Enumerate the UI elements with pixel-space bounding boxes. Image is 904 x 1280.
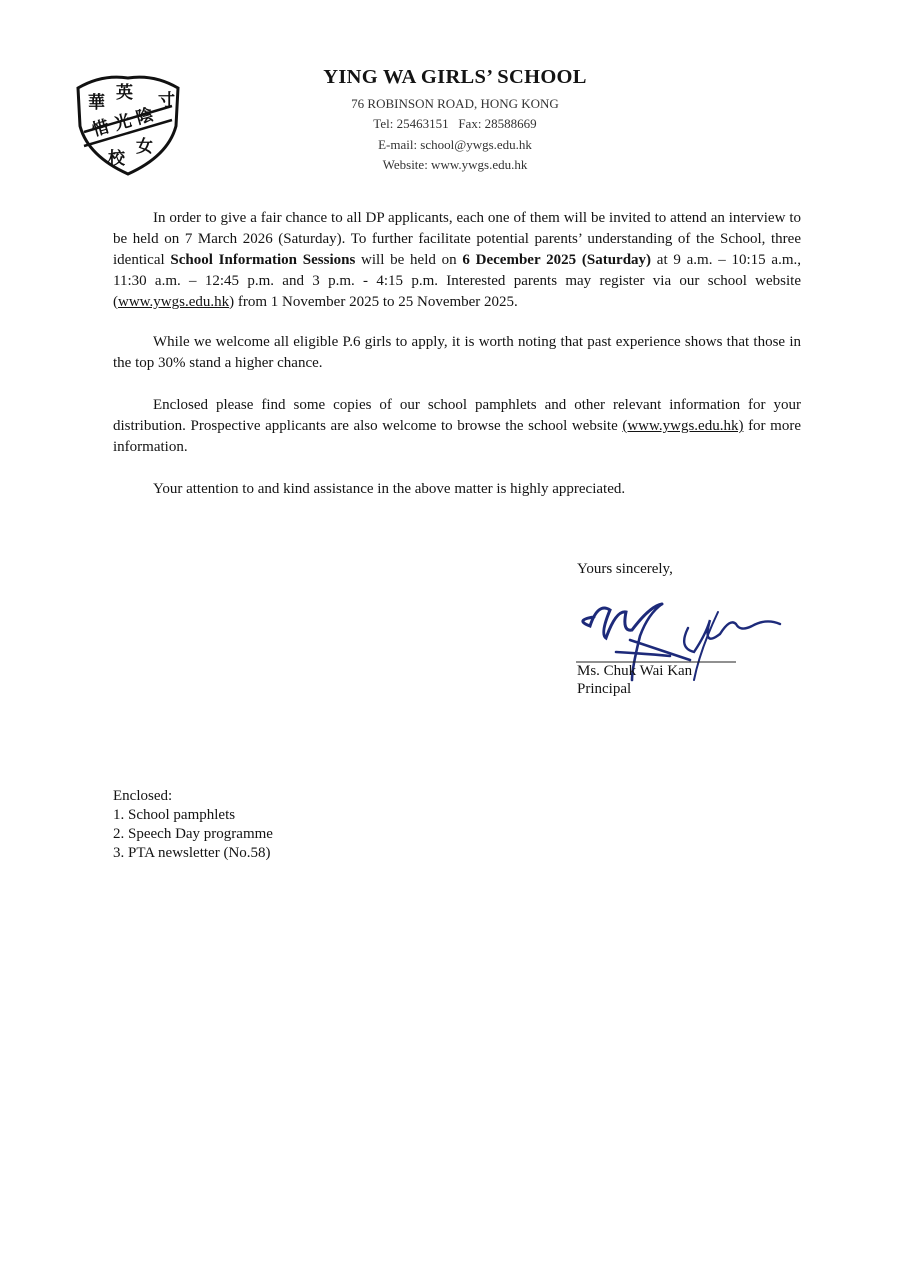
svg-text:校: 校	[108, 149, 125, 169]
school-email: E-mail: school@ywgs.edu.hk	[378, 136, 532, 152]
svg-text:女: 女	[136, 137, 153, 157]
p3-text-b: for more information.	[113, 418, 801, 455]
p3-website-link[interactable]: (www.ywgs.edu.hk)	[622, 418, 744, 434]
svg-text:光: 光	[111, 110, 134, 135]
svg-text:陰: 陰	[133, 104, 156, 129]
school-name: YING WA GIRLS’ SCHOOL	[323, 66, 587, 88]
p1-text-a: In order to give a fair chance to all DP applicants, each one of them will be invited to attend an interview to be held on 7 March 2026 (Saturday). To further facilitate potential parents’ understanding of the School, three identical	[113, 210, 801, 268]
letterhead	[300, 66, 610, 176]
paragraph-eligibility: While we welcome all eligible P.6 girls to apply, it is worth noting that past experience shows that those in the top 30% stand a higher chance.	[113, 334, 801, 371]
p1-text-c: will be held on	[355, 252, 463, 268]
enclosures-heading: Enclosed:	[113, 788, 173, 804]
enclosures-list	[113, 787, 273, 863]
signer-name: Ms. Chuk Wai Kan	[577, 663, 693, 679]
school-crest-logo	[72, 70, 184, 176]
p1-text-e: at 9 a.m. – 10:15 a.m., 11:30 a.m. – 12:45 p.m. and 3 p.m. - 4:15 p.m. Interested parents may register via our school website (	[113, 252, 801, 310]
svg-text:華: 華	[88, 93, 105, 113]
p1-session-date: 6 December 2025 (Saturday)	[462, 252, 652, 268]
enclosure-item: 1. School pamphlets	[113, 807, 236, 823]
p1-sessions-label: School Information Sessions	[170, 252, 356, 268]
p1-website-link[interactable]: www.ywgs.edu.hk	[118, 294, 230, 310]
school-phone-fax: Tel: 25463151 Fax: 28588669	[373, 116, 537, 132]
paragraph-dp-interview	[113, 208, 801, 313]
svg-text:英: 英	[116, 83, 133, 103]
paragraph-thanks: Your attention to and kind assistance in the above matter is highly appreciated.	[153, 481, 626, 497]
svg-text:寸: 寸	[158, 91, 175, 111]
svg-text:惜: 惜	[89, 116, 112, 141]
paragraph-enclosures-note	[113, 395, 801, 458]
enclosure-item: 2. Speech Day programme	[113, 826, 273, 842]
signer-title: Principal	[577, 681, 632, 697]
enclosure-item: 3. PTA newsletter (No.58)	[113, 845, 271, 861]
school-address: 76 ROBINSON ROAD, HONG KONG	[351, 95, 559, 111]
school-website: Website: www.ywgs.edu.hk	[382, 157, 528, 173]
p3-text-a: Enclosed please find some copies of our school pamphlets and other relevant information for your distribution. Prospective applicants are also welcome to browse the school website	[113, 397, 801, 434]
closing-line: Yours sincerely,	[577, 561, 673, 577]
p1-text-f: ) from 1 November 2025 to 25 November 2025.	[229, 294, 518, 310]
